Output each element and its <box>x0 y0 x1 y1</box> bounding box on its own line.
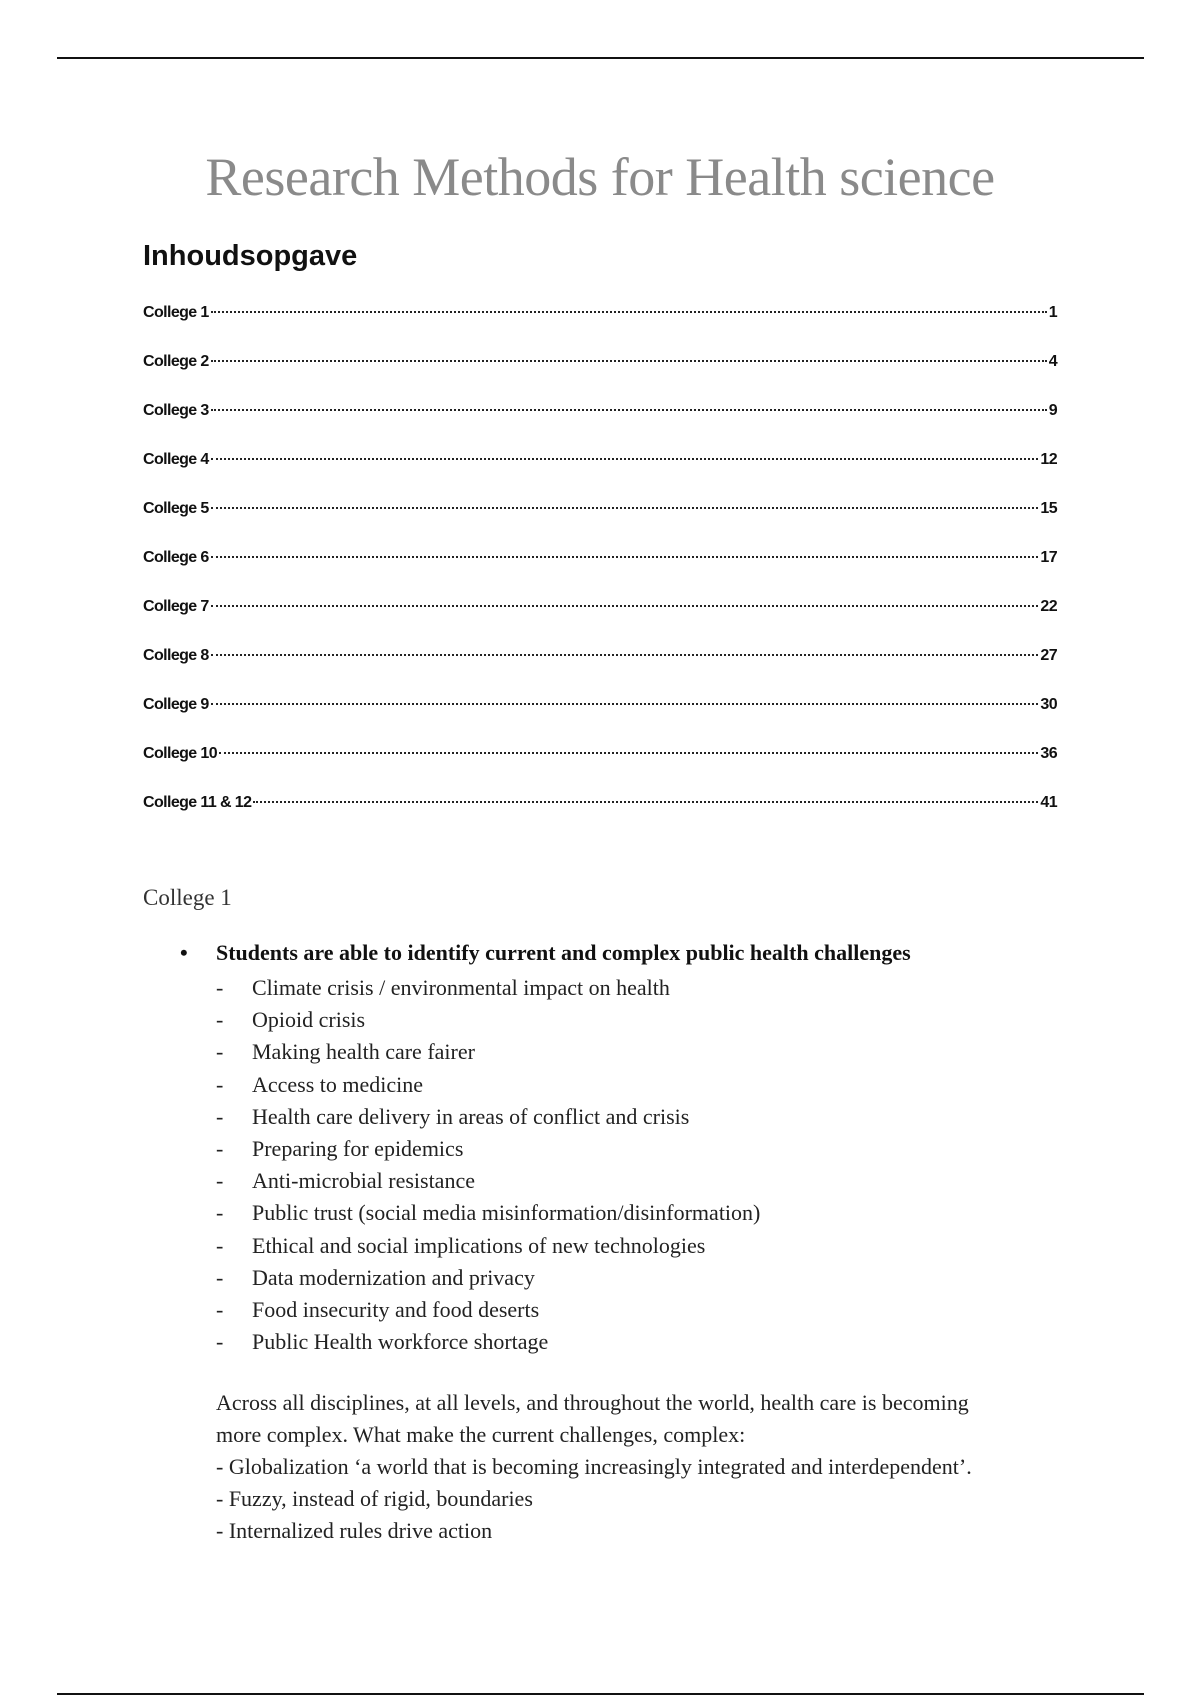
list-item <box>216 972 760 1004</box>
toc-entry[interactable] <box>143 402 1057 451</box>
section-heading: College 1 <box>143 885 232 910</box>
dash-icon: - <box>216 1071 224 1097</box>
paragraph-line: - Globalization ‘a world that is becoming increasingly integrated and interdependent’. <box>216 1454 972 1479</box>
dash-icon: - <box>216 1135 224 1161</box>
dot-leader <box>211 409 1047 411</box>
dot-leader <box>211 556 1039 558</box>
toc-entry-page: 1 <box>1048 304 1057 321</box>
list-item <box>216 1165 760 1197</box>
toc-entry-label: College 6 <box>143 549 209 566</box>
learning-objective-text: Students are able to identify current and complex public health challenges <box>216 940 911 965</box>
toc-entry[interactable] <box>143 647 1057 696</box>
dot-leader <box>211 507 1039 509</box>
list-item-text: Climate crisis / environmental impact on health <box>252 975 670 1000</box>
list-item-text: Health care delivery in areas of conflict and crisis <box>252 1103 690 1129</box>
dot-leader <box>253 801 1038 803</box>
header-rule <box>57 57 1144 59</box>
dot-leader <box>219 752 1038 754</box>
list-item-text: Public trust (social media misinformation/disinformation) <box>252 1200 761 1226</box>
list-item <box>216 1262 760 1294</box>
toc-entry-page: 4 <box>1048 353 1057 370</box>
toc-entry-page: 12 <box>1040 451 1057 468</box>
list-item <box>216 1101 760 1133</box>
toc-heading: Inhoudsopgave <box>143 240 358 272</box>
toc-entry[interactable] <box>143 500 1057 549</box>
toc-entry-page: 27 <box>1040 647 1057 664</box>
paragraph-line: Across all disciplines, at all levels, and throughout the world, health care is becoming <box>216 1390 969 1415</box>
toc-entry[interactable] <box>143 353 1057 402</box>
toc-entry-page: 15 <box>1040 500 1057 517</box>
toc-entry-page: 36 <box>1040 745 1057 762</box>
toc-entry[interactable] <box>143 598 1057 647</box>
toc-entry-label: College 10 <box>143 745 218 762</box>
paragraph-line: - Fuzzy, instead of rigid, boundaries <box>216 1486 533 1511</box>
list-item-text: Opioid crisis <box>252 1007 366 1033</box>
toc-entry-page: 9 <box>1048 402 1057 419</box>
list-item-text: Preparing for epidemics <box>252 1135 464 1161</box>
toc-entry-label: College 11 & 12 <box>143 794 252 811</box>
bullet-icon: • <box>180 940 188 965</box>
dash-icon: - <box>216 1264 224 1290</box>
challenge-list <box>216 972 760 1358</box>
list-item-text: Data modernization and privacy <box>252 1264 535 1290</box>
list-item-text: Food insecurity and food deserts <box>252 1296 540 1322</box>
toc-entry-label: College 8 <box>143 647 209 664</box>
toc-entry-label: College 5 <box>143 500 209 517</box>
toc-entry[interactable] <box>143 794 1057 843</box>
list-item <box>216 1197 760 1229</box>
document-title: Research Methods for Health science <box>205 147 995 207</box>
footer-rule <box>57 1693 1144 1695</box>
toc-entry-label: College 1 <box>143 304 209 321</box>
list-item-text: Ethical and social implications of new technologies <box>252 1232 706 1258</box>
dot-leader <box>211 458 1039 460</box>
dash-icon: - <box>216 1168 224 1194</box>
list-item <box>216 1036 760 1068</box>
list-item-text: Anti-microbial resistance <box>252 1168 475 1194</box>
toc-entry-label: College 7 <box>143 598 209 615</box>
paragraph-line: - Internalized rules drive action <box>216 1518 493 1543</box>
dash-icon: - <box>216 975 224 1000</box>
dash-icon: - <box>216 1232 224 1258</box>
toc-entry-label: College 4 <box>143 451 209 468</box>
toc-entry[interactable] <box>143 696 1057 745</box>
dash-icon: - <box>216 1200 224 1226</box>
complexity-paragraph <box>216 1387 1096 1547</box>
list-item <box>216 1069 760 1101</box>
list-item <box>216 1294 760 1326</box>
dash-icon: - <box>216 1296 224 1322</box>
toc-entry-page: 30 <box>1040 696 1057 713</box>
dash-icon: - <box>216 1039 224 1065</box>
toc-entry-page: 17 <box>1040 549 1057 566</box>
list-item-text: Public Health workforce shortage <box>252 1329 549 1355</box>
dot-leader <box>211 605 1039 607</box>
toc-entry-label: College 3 <box>143 402 209 419</box>
dash-icon: - <box>216 1007 224 1033</box>
list-item <box>216 1004 760 1036</box>
dot-leader <box>211 703 1039 705</box>
learning-objective <box>180 940 1120 966</box>
toc-entry-label: College 2 <box>143 353 209 370</box>
dash-icon: - <box>216 1103 224 1129</box>
toc-entry-page: 22 <box>1040 598 1057 615</box>
list-item-text: Access to medicine <box>252 1071 424 1097</box>
dash-icon: - <box>216 1329 224 1355</box>
paragraph-line: more complex. What make the current challenges, complex: <box>216 1422 746 1447</box>
dot-leader <box>211 311 1047 313</box>
list-item <box>216 1133 760 1165</box>
table-of-contents <box>143 304 1057 843</box>
list-item-text: Making health care fairer <box>252 1039 475 1065</box>
toc-entry-label: College 9 <box>143 696 209 713</box>
list-item <box>216 1326 760 1358</box>
list-item <box>216 1230 760 1262</box>
toc-entry[interactable] <box>143 745 1057 794</box>
toc-entry[interactable] <box>143 304 1057 353</box>
toc-entry[interactable] <box>143 549 1057 598</box>
dot-leader <box>211 654 1039 656</box>
toc-entry-page: 41 <box>1040 794 1057 811</box>
dot-leader <box>211 360 1047 362</box>
toc-entry[interactable] <box>143 451 1057 500</box>
